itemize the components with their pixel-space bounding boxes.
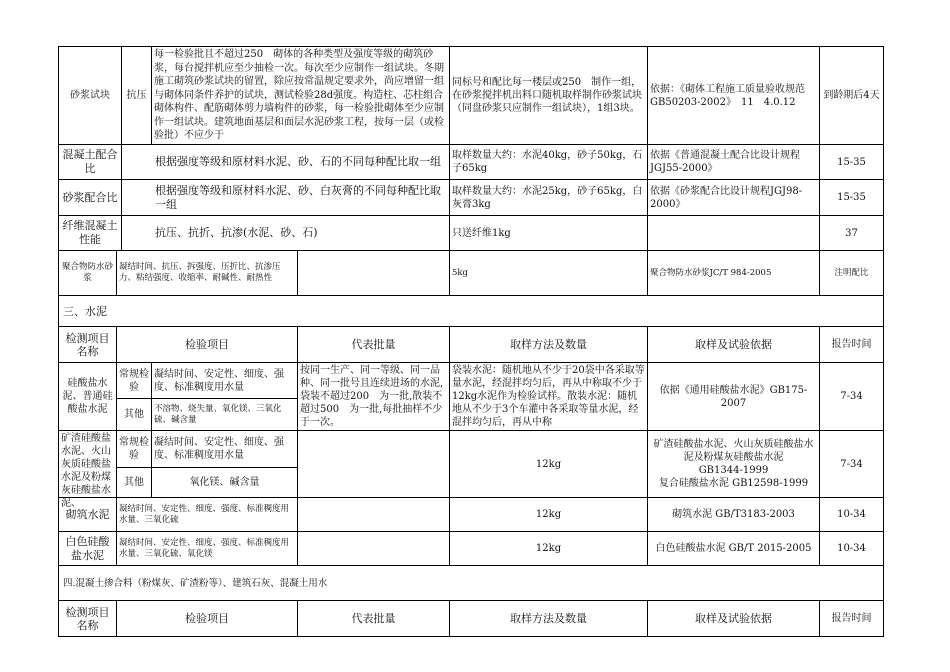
header-time: 报告时间 bbox=[819, 326, 884, 363]
header2-name: 检测项目名称 bbox=[58, 600, 117, 637]
polymer-batch-empty bbox=[297, 250, 450, 296]
cement2-batch-empty bbox=[297, 430, 450, 498]
polymer-time: 注明配比 bbox=[819, 250, 884, 296]
masonry-cement-batch-empty bbox=[297, 497, 450, 532]
header2-time: 报告时间 bbox=[819, 600, 884, 637]
cement1-routine-label: 常规检验 bbox=[116, 362, 152, 399]
header-name: 检测项目名称 bbox=[58, 326, 117, 363]
cement2-other-label: 其他 bbox=[116, 467, 152, 498]
mortar-mix-basis: 依据《砂浆配合比设计规程JGJ98-2000》 bbox=[647, 179, 820, 216]
header2-sampling: 取样方法及数量 bbox=[449, 600, 648, 637]
cement2-basis-line-2: GB1344-1999 bbox=[698, 465, 769, 476]
mortar-basis: 依据：《砌体工程施工质量验收规范GB50203-2002》 11 4.0.12 bbox=[647, 46, 820, 145]
concrete-mix-items: 根据强度等级和原材料水泥、砂、石的不同每种配比取一组 bbox=[121, 144, 450, 180]
cement1-other-label: 其他 bbox=[116, 398, 152, 431]
fiber-time: 37 bbox=[819, 215, 884, 251]
mortar-items: 每一检验批且不超过250 砌体的各种类型及强度等级的砌筑砂浆，每台搅拌机应至少抽检一次。每次至少应制作一组试块。冬期施工砌筑砂浆试块的留置，除应按常温规定要求外，尚应增留一组与砌体同条件养护的试块，测试检验28d强度。构造柱、芯柱组合砌体构件、配筋砌体剪力墙构件的砂浆，每一检验批砌体至少应制作一组试块。建筑地面基层和面层水泥砂浆工程，按每一层（或检验批）不应少于 bbox=[151, 46, 450, 145]
masonry-cement-basis: 砌筑水泥 GB/T3183-2003 bbox=[647, 497, 820, 532]
polymer-sampling: 5kg bbox=[449, 250, 648, 296]
mortar-sampling: 同标号和配比每一楼层或250 制作一组，在砂浆搅拌机出料口随机取样制作砂浆试块（同盘砂浆只应制作一组试块），1组3块。 bbox=[449, 46, 648, 145]
mortar-mix-items: 根据强度等级和原材料水泥、砂、白灰膏的不同每种配比取一组 bbox=[121, 179, 450, 216]
header-sampling: 取样方法及数量 bbox=[449, 326, 648, 363]
cement2-time: 7-34 bbox=[819, 430, 884, 498]
fiber-name: 纤维混凝土性能 bbox=[58, 215, 122, 251]
cement2-sampling: 12kg bbox=[449, 430, 648, 498]
cement2-other-items: 氧化镁、碱含量 bbox=[151, 467, 298, 498]
cement1-batch: 按同一生产、同一等级、同一品种、同一批号且连续进场的水泥,袋装不超过200 为一批,散装不超过500 为一批,每批抽样不少于一次。 bbox=[297, 362, 450, 431]
mortar-sub: 抗压 bbox=[121, 46, 152, 145]
fiber-items: 抗压、抗折、抗渗(水泥、砂、石) bbox=[121, 215, 450, 251]
mortar-time: 到龄期后4天 bbox=[819, 46, 884, 145]
cement2-routine-items: 凝结时间、安定性、细度、强度、标准稠度用水量 bbox=[151, 430, 298, 468]
mortar-name: 砂浆试块 bbox=[58, 46, 122, 145]
white-cement-items: 凝结时间、安定性、细度、强度、标准稠度用水量、三氧化硫、氧化镁 bbox=[116, 531, 298, 566]
masonry-cement-items: 凝结时间、安定性、细度、强度、标准稠度用水量、三氧化硫 bbox=[116, 497, 298, 532]
polymer-items: 凝结时间、抗压、拆强度、压折比、抗渗压力、粘结强度、收缩率、耐碱性、耐热性 bbox=[116, 250, 298, 296]
polymer-basis: 聚合物防水砂浆JC/T 984-2005 bbox=[647, 250, 820, 296]
concrete-mix-time: 15-35 bbox=[819, 144, 884, 180]
white-cement-time: 10-34 bbox=[819, 531, 884, 566]
mortar-mix-sampling: 取样数量大约：水泥25kg，砂子65kg，白灰膏3kg bbox=[449, 179, 648, 216]
polymer-name: 聚合物防水砂浆 bbox=[58, 250, 117, 296]
mortar-mix-name: 砂浆配合比 bbox=[58, 179, 122, 216]
header-items: 检验项目 bbox=[116, 326, 298, 363]
section-4-title: 四.混凝土掺合料（粉煤灰、矿渣粉等）、建筑石灰、混凝土用水 bbox=[58, 565, 884, 601]
cement2-routine-label: 常规检验 bbox=[116, 430, 152, 468]
cement2-basis-line-1: 矿渣硅酸盐水泥、火山灰质硅酸盐水泥及粉煤灰硅酸盐水泥 bbox=[653, 439, 814, 463]
cement1-routine-items: 凝结时间、安定性、细度、强度、标准稠度用水量 bbox=[151, 362, 298, 399]
white-cement-name: 白色硅酸盐水泥 bbox=[58, 531, 117, 566]
cement2-basis bbox=[647, 430, 820, 498]
header-batch: 代表批量 bbox=[297, 326, 450, 363]
cement1-time: 7-34 bbox=[819, 362, 884, 431]
header2-basis: 取样及试验依据 bbox=[647, 600, 820, 637]
concrete-mix-basis: 依据《普通混凝土配合比设计规程JGJ55-2000》 bbox=[647, 144, 820, 180]
header2-items: 检验项目 bbox=[116, 600, 298, 637]
fiber-sampling: 只送纤维1kg bbox=[449, 215, 648, 251]
cement1-basis: 依据《通用硅酸盐水泥》GB175-2007 bbox=[647, 362, 820, 431]
masonry-cement-time: 10-34 bbox=[819, 497, 884, 532]
cement1-sampling: 袋装水泥：随机地从不少于20袋中各采取等量水泥，经混拌均匀后，再从中称取不少于12kg水泥作为检验试样。散装水泥：随机地从不少于3个车灌中各采取等量水泥，经混拌均匀后，再从中称 bbox=[449, 362, 648, 431]
white-cement-basis: 白色硅酸盐水泥 GB/T 2015-2005 bbox=[647, 531, 820, 566]
cement2-basis-line-3: 复合硅酸盐水泥 GB12598-1999 bbox=[658, 478, 809, 489]
cement1-other-items: 不溶物、烧失量、氧化镁、三氧化硫、碱含量 bbox=[151, 398, 298, 431]
section-3-title: 三、水泥 bbox=[58, 295, 884, 327]
concrete-mix-name: 混凝土配合比 bbox=[58, 144, 122, 180]
white-cement-batch-empty bbox=[297, 531, 450, 566]
concrete-mix-sampling: 取样数量大约：水泥40kg，砂子50kg，石子65kg bbox=[449, 144, 648, 180]
masonry-cement-sampling: 12kg bbox=[449, 497, 648, 532]
header-basis: 取样及试验依据 bbox=[647, 326, 820, 363]
mortar-mix-time: 15-35 bbox=[819, 179, 884, 216]
cement1-name: 硅酸盐水泥、普通硅酸盐水泥 bbox=[58, 362, 117, 431]
cement2-name: 矿渣硅酸盐水泥、火山灰质硅酸盐水泥及粉煤灰硅酸盐水泥、 bbox=[58, 430, 117, 498]
header2-batch: 代表批量 bbox=[297, 600, 450, 637]
white-cement-sampling: 12kg bbox=[449, 531, 648, 566]
fiber-basis-empty bbox=[647, 215, 820, 251]
masonry-cement-name: 砌筑水泥 bbox=[58, 497, 117, 532]
